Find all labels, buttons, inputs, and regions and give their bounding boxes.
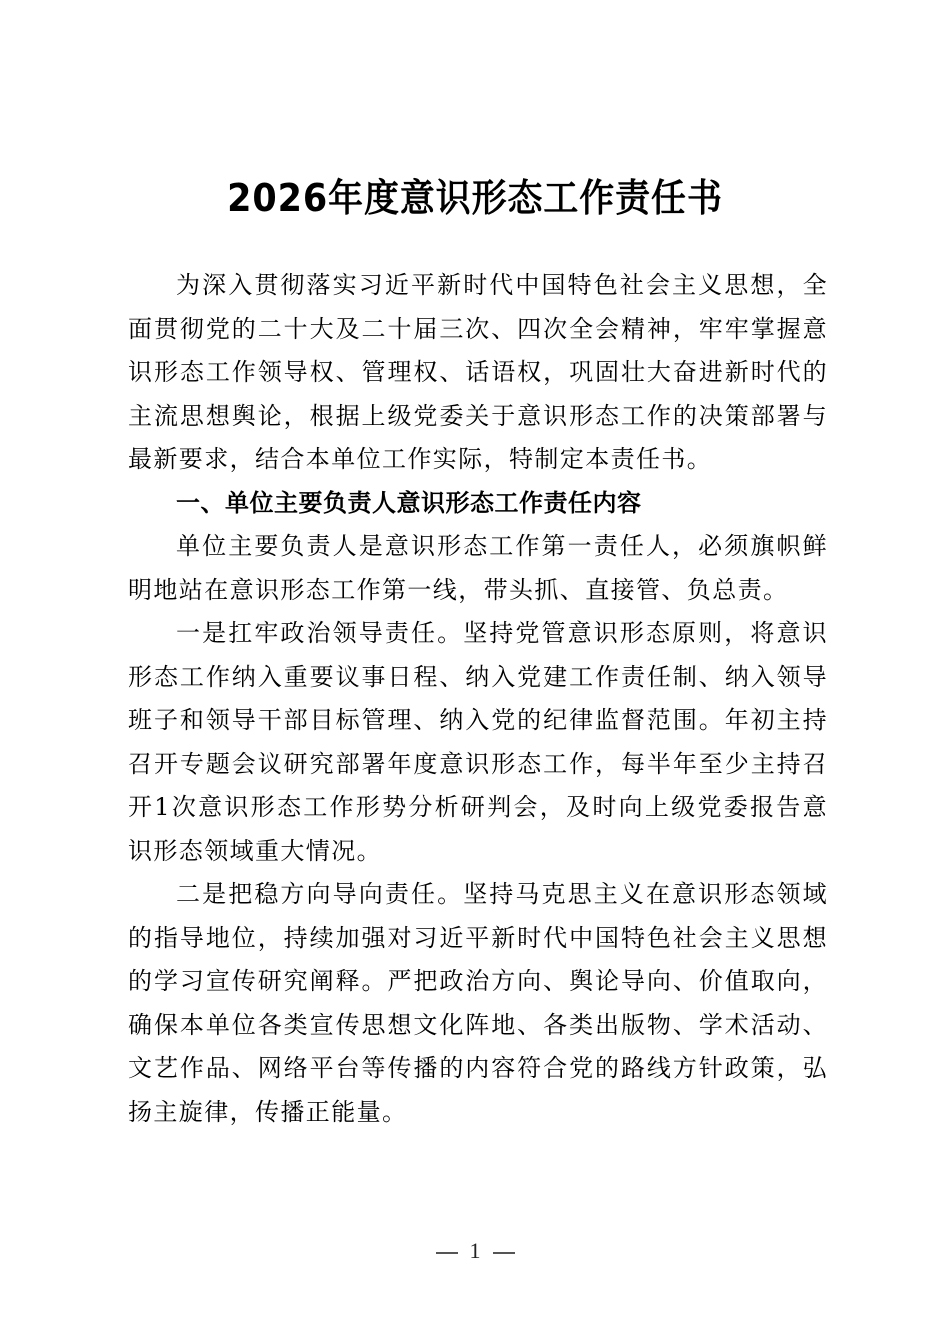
right-dash-decoration — [493, 1252, 515, 1254]
left-dash-decoration — [436, 1252, 458, 1254]
section-paragraph: 单位主要负责人是意识形态工作第一责任人，必须旗帜鲜明地站在意识形态工作第一线，带头抓、直接管、负总责。 — [128, 532, 828, 604]
document-title: 2026年度意识形态工作责任书 — [227, 176, 723, 220]
section-paragraph: 一是扛牢政治领导责任。坚持党管意识形态原则，将意识形态工作纳入重要议事日程、纳入党建工作责任制、纳入领导班子和领导干部目标管理、纳入党的纪律监督范围。年初主持召开专题会议研究部署年度意识形态工作，每半年至少主持召开1次意识形态工作形势分析研判会，及时向上级党委报告意识形态领域重大情况。 — [128, 619, 828, 865]
section-paragraph: 二是把稳方向导向责任。坚持马克思主义在意识形态领域的指导地位，持续加强对习近平新时代中国特色社会主义思想的学习宣传研究阐释。严把政治方向、舆论导向、价值取向，确保本单位各类宣传思想文化阵地、各类出版物、学术活动、文艺作品、网络平台等传播的内容符合党的路线方针政策，弘扬主旋律，传播正能量。 — [128, 880, 828, 1126]
intro-paragraph: 为深入贯彻落实习近平新时代中国特色社会主义思想，全面贯彻党的二十大及二十届三次、四次全会精神，牢牢掌握意识形态工作领导权、管理权、话语权，巩固壮大奋进新时代的主流思想舆论，根据上级党委关于意识形态工作的决策部署与最新要求，结合本单位工作实际，特制定本责任书。 — [128, 271, 828, 473]
document-body — [128, 264, 828, 1134]
page-footer — [0, 1236, 950, 1266]
page-number: 1 — [469, 1238, 481, 1263]
section-heading: 一、单位主要负责人意识形态工作责任内容 — [176, 488, 642, 517]
